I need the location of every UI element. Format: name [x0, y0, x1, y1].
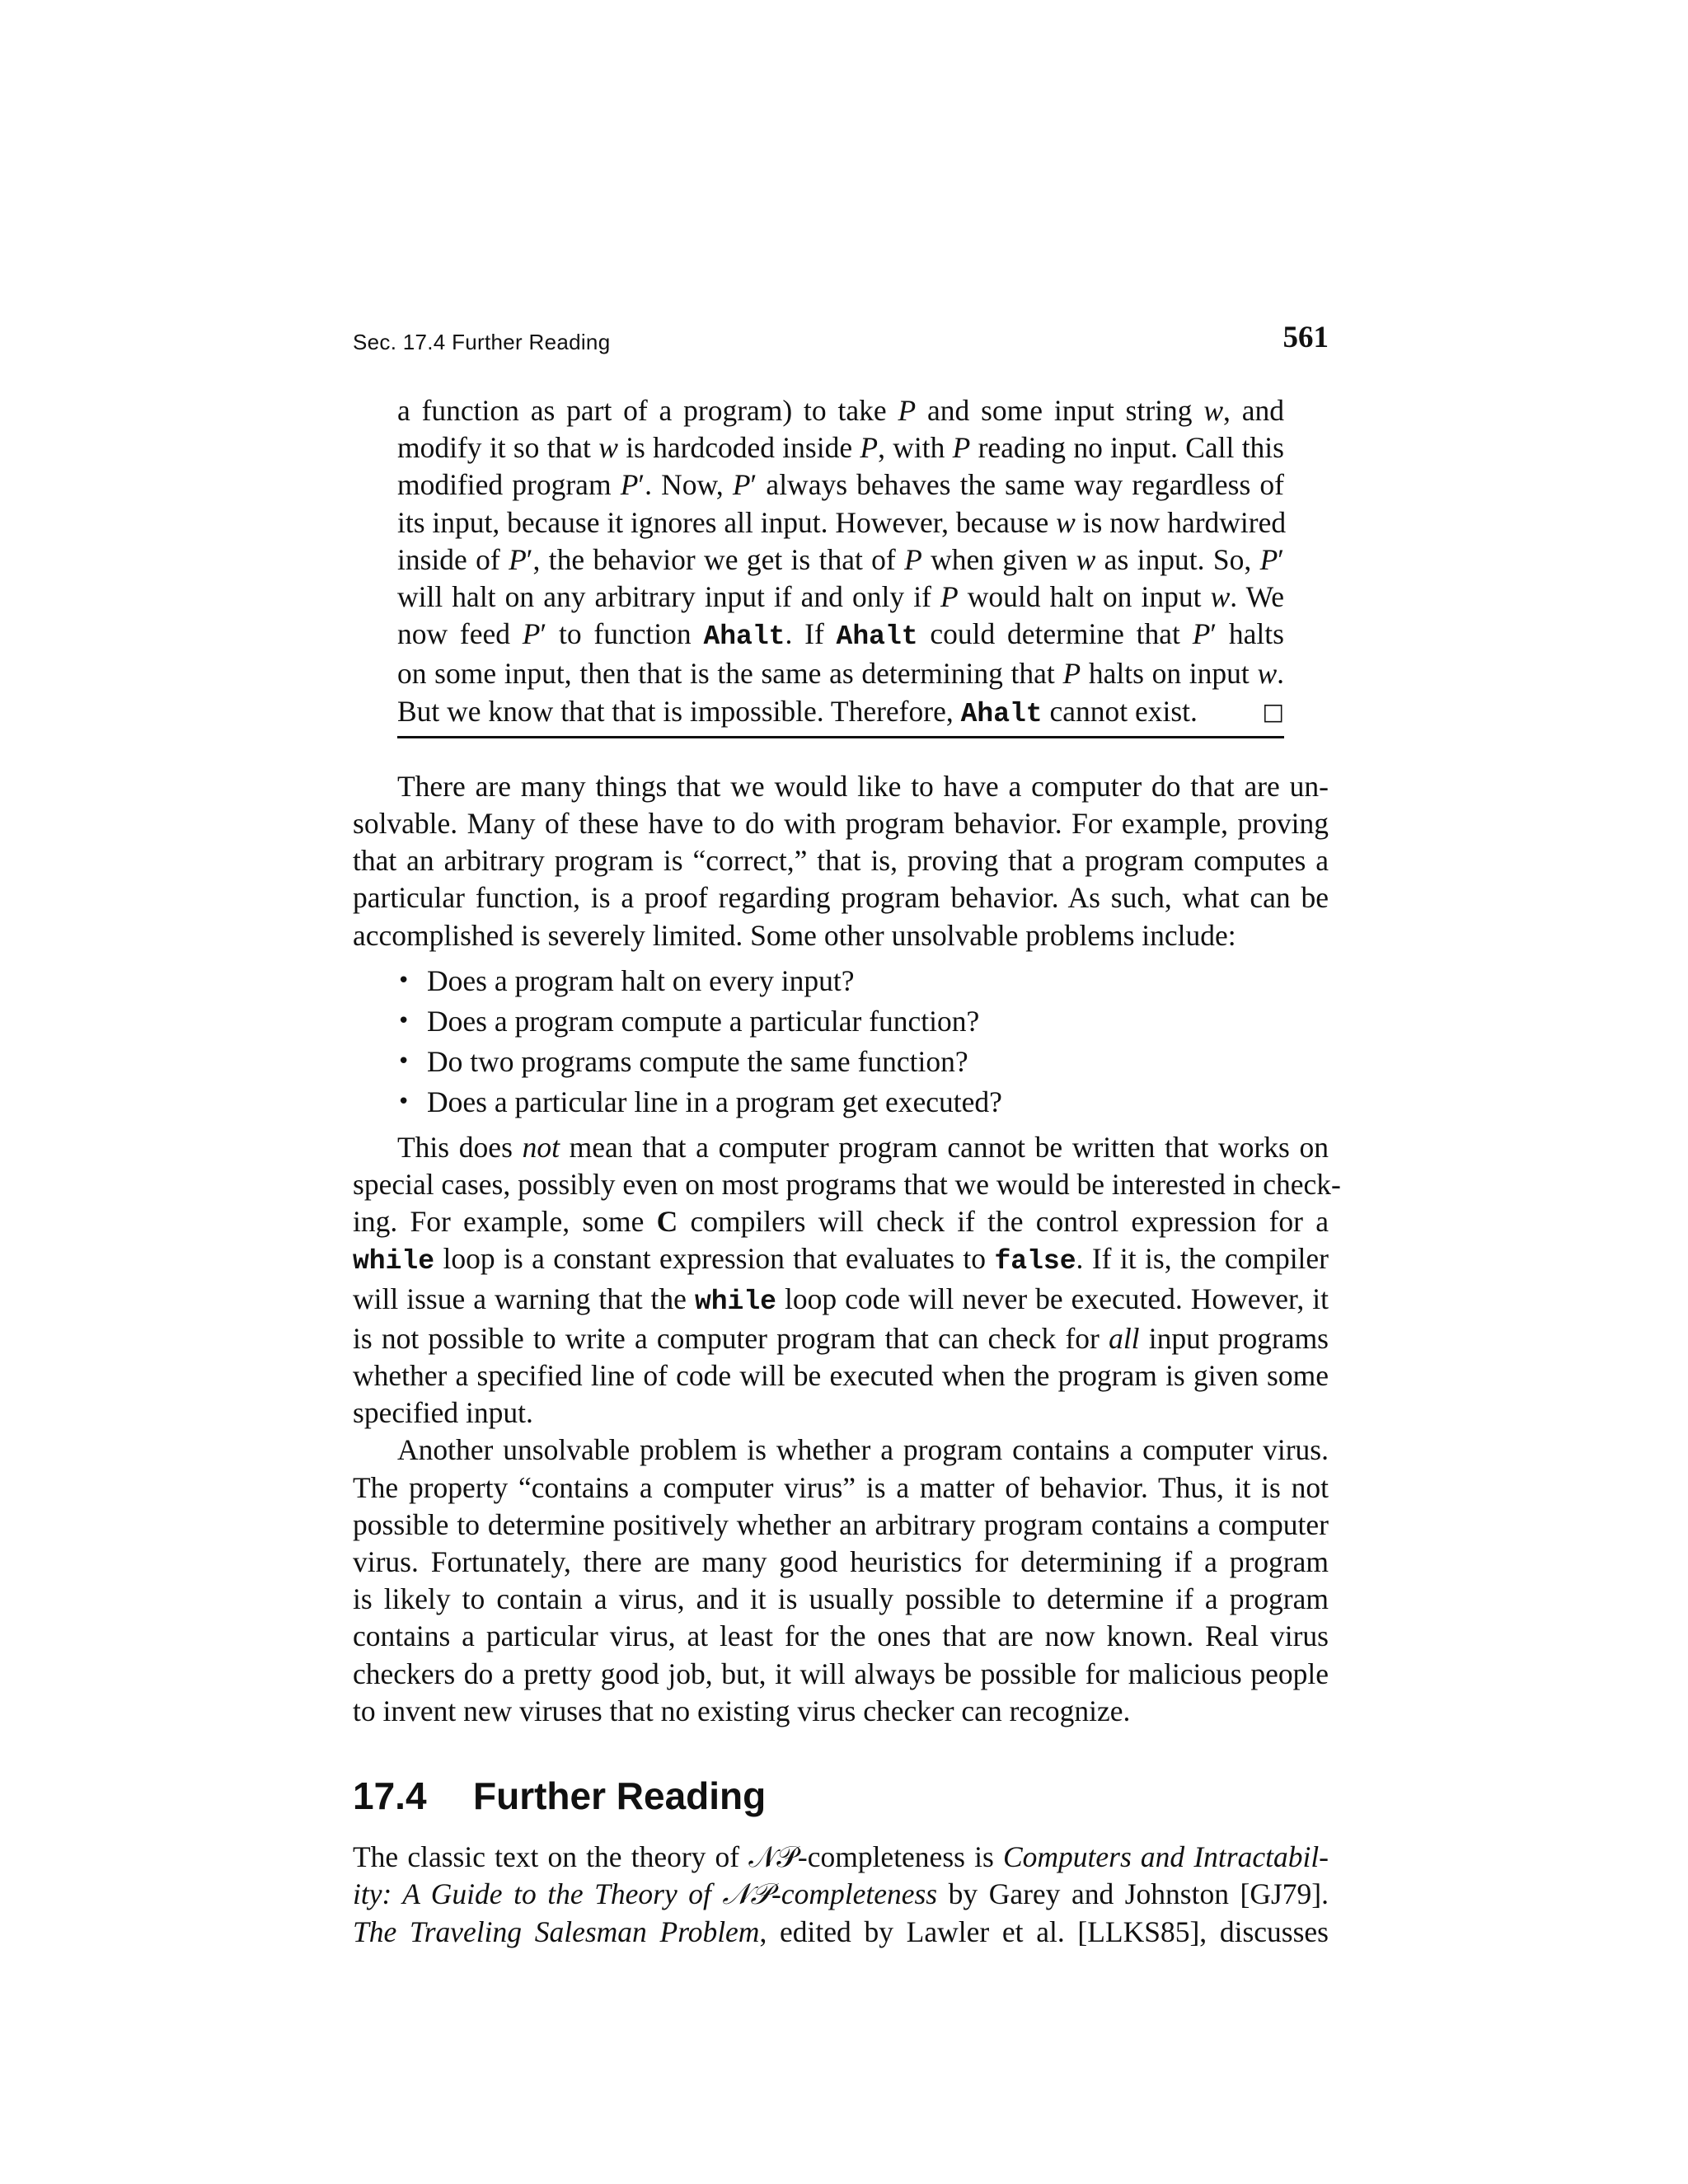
- proof-line: its input, because it ignores all input. However, because w is now hardwired: [397, 505, 1287, 539]
- proof-end-rule: [397, 736, 1284, 738]
- running-head: [353, 320, 1329, 361]
- paragraph-line: There are many things that we would like to have a computer do that are un-: [397, 769, 1329, 803]
- proof-line: modify it so that w is hardcoded inside P, with P reading no input. Call this: [397, 431, 1284, 465]
- paragraph-line: possible to determine positively whether an arbitrary program contains a computer: [353, 1507, 1329, 1541]
- section-number: 17.4: [353, 1774, 427, 1818]
- paragraph-line: special cases, possibly even on most programs that we would be interested in check-: [353, 1168, 1341, 1202]
- running-title: Sec. 17.4 Further Reading: [353, 330, 611, 354]
- paragraph-line: ity: A Guide to the Theory of 𝒩𝒫-completeness by Garey and Johnston [GJ79].: [353, 1877, 1329, 1911]
- paragraph-unsolvable-intro: [353, 768, 1329, 954]
- paragraph-line: is not possible to write a computer program that can check for all input programs: [353, 1321, 1329, 1355]
- paragraph-line: The property “contains a computer virus” is a matter of behavior. Thus, it is not: [353, 1470, 1329, 1504]
- paragraph-line: that an arbitrary program is “correct,” that is, proving that a program computes a: [353, 844, 1329, 878]
- paragraph-line: ing. For example, some C compilers will check if the control expression for a: [353, 1205, 1329, 1239]
- paragraph-line: is likely to contain a virus, and it is usually possible to determine if a program: [353, 1582, 1329, 1616]
- paragraph-line: The classic text on the theory of 𝒩𝒫-completeness is Computers and Intractabil-: [353, 1840, 1329, 1874]
- body-text: [353, 392, 1341, 1951]
- paragraph-line: to invent new viruses that no existing virus checker can recognize.: [353, 1694, 1131, 1727]
- proof-line: on some input, then that is the same as determining that P halts on input w.: [397, 657, 1284, 691]
- paragraph-line: contains a particular virus, at least for the ones that are now known. Real virus: [353, 1619, 1329, 1653]
- list-item: • Does a particular line in a program get executed?: [353, 1082, 1329, 1122]
- list-item: • Does a program compute a particular function?: [353, 1001, 1329, 1042]
- proof-line: But we know that that is impossible. Therefore, Ahalt cannot exist.: [397, 694, 1198, 729]
- proof-line: now feed P′ to function Ahalt. If Ahalt could determine that P′ halts: [397, 617, 1284, 653]
- proof-block: [397, 392, 1287, 733]
- proof-line: modified program P′. Now, P′ always behaves the same way regardless of: [397, 468, 1285, 502]
- section-title: Further Reading: [473, 1774, 767, 1818]
- paragraph-line: Another unsolvable problem is whether a program contains a computer virus.: [397, 1433, 1329, 1467]
- page-number: 561: [1282, 321, 1329, 354]
- paragraph-line: checkers do a pretty good job, but, it will always be possible for malicious people: [353, 1657, 1329, 1690]
- bullet-icon: •: [397, 1048, 410, 1074]
- paragraph-line: particular function, is a proof regarding program behavior. As such, what can be: [353, 881, 1329, 915]
- bullet-icon: •: [397, 968, 410, 993]
- paragraph-further-reading: [353, 1839, 1329, 1951]
- paragraph-special-cases: [353, 1129, 1341, 1432]
- list-item: • Does a program halt on every input?: [353, 961, 1329, 1001]
- proof-line: will halt on any arbitrary input if and only if P would halt on input w. We: [397, 580, 1285, 614]
- paragraph-computer-virus: [353, 1432, 1329, 1730]
- paragraph-line: solvable. Many of these have to do with program behavior. For example, proving: [353, 807, 1329, 841]
- paragraph-line: whether a specified line of code will be executed when the program is given some: [353, 1359, 1329, 1393]
- unsolvable-problems-list: [353, 961, 1329, 1122]
- paragraph-line: accomplished is severely limited. Some other unsolvable problems include:: [353, 918, 1236, 952]
- proof-line: a function as part of a program) to take P and some input string w, and: [397, 394, 1284, 427]
- paragraph-line: will issue a warning that the while loop code will never be executed. However, it: [353, 1282, 1329, 1317]
- paragraph-line: The Traveling Salesman Problem, edited by Lawler et al. [LLKS85], discusses: [353, 1915, 1329, 1948]
- qed-symbol-icon: □: [1262, 697, 1284, 725]
- list-item: • Do two programs compute the same function?: [353, 1042, 1329, 1082]
- proof-last-line: [397, 693, 1284, 733]
- bullet-icon: •: [397, 1089, 410, 1114]
- paragraph-line: specified input.: [353, 1396, 533, 1430]
- paragraph-line: while loop is a constant expression that evaluates to false. If it is, the compiler: [353, 1242, 1329, 1277]
- paragraph-line: virus. Fortunately, there are many good heuristics for determining if a program: [353, 1545, 1329, 1579]
- paragraph-line: This does not mean that a computer program cannot be written that works on: [397, 1130, 1329, 1164]
- section-heading: [353, 1771, 1329, 1821]
- proof-line: inside of P′, the behavior we get is that of P when given w as input. So, P′: [397, 542, 1285, 576]
- bullet-icon: •: [397, 1008, 410, 1033]
